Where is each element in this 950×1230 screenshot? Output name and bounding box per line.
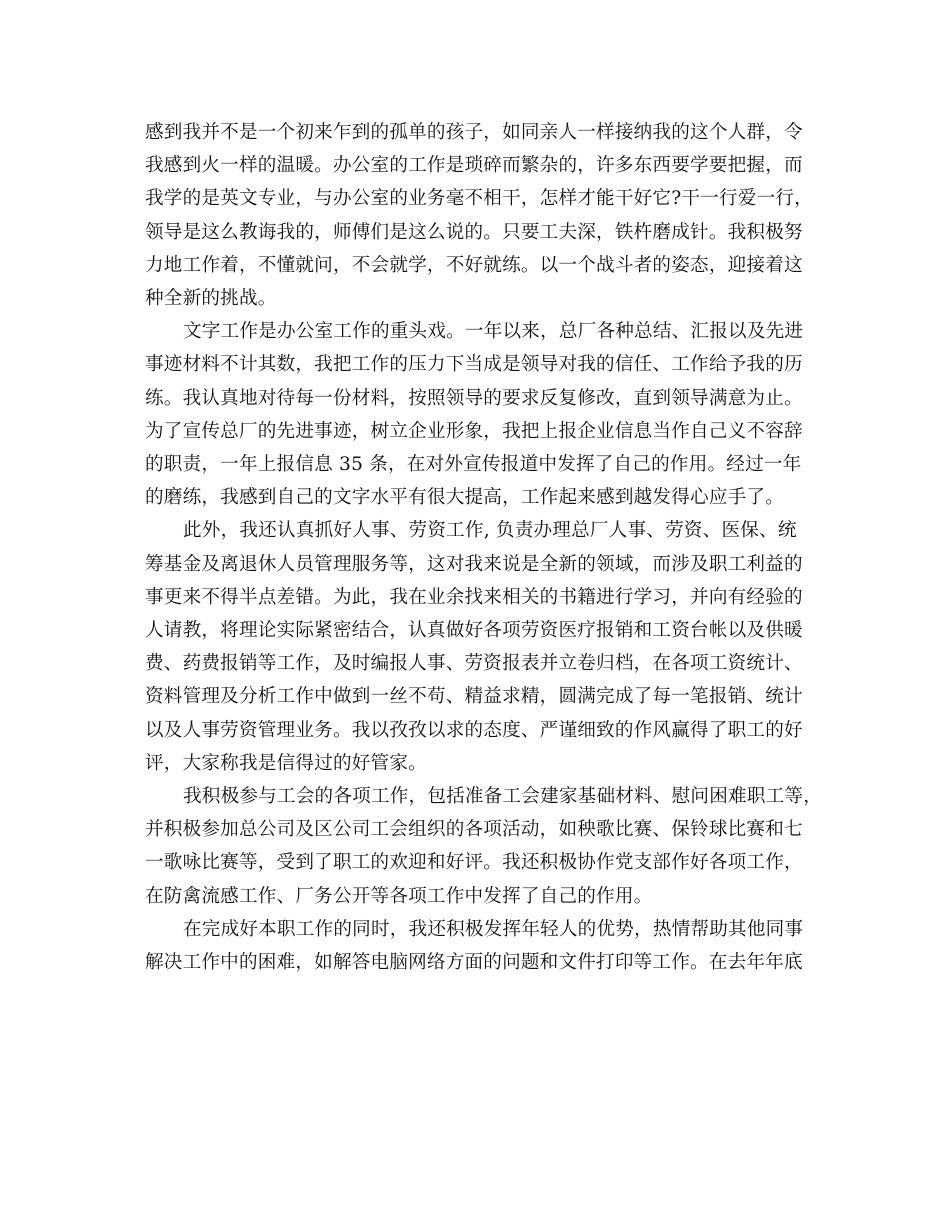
- text-line: 筹基金及离退休人员管理服务等，这对我来说是全新的领域，而涉及职工利益的: [145, 553, 803, 575]
- text-line: 我积极参与工会的各项工作，包括准备工会建家基础材料、慰问困难职工等，: [183, 786, 822, 808]
- text-line: 为了宣传总厂的先进事迹，树立企业形象，我把上报企业信息当作自己义不容辞: [145, 420, 803, 442]
- text-line: 并积极参加总公司及区公司工会组织的各项活动，如秧歌比赛、保铃球比赛和七: [145, 819, 803, 841]
- text-line: 事迹材料不计其数，我把工作的压力下当成是领导对我的信任、工作给予我的历: [145, 354, 803, 376]
- paragraph-1: [145, 116, 813, 315]
- text-line: 文字工作是办公室工作的重头戏。一年以来，总厂各种总结、汇报以及先进: [183, 321, 804, 343]
- document-body: [145, 116, 822, 979]
- paragraph-2: [145, 315, 805, 514]
- text-line: 此外，我还认真抓好人事、劳资工作, 负责办理总厂人事、劳资、医保、统: [183, 520, 797, 542]
- text-line: 事更来不得半点差错。为此，我在业余找来相关的书籍进行学习，并向有经验的: [145, 586, 803, 608]
- paragraph-4: [145, 780, 822, 913]
- text-line: 在完成好本职工作的同时，我还积极发挥年轻人的优势，热情帮助其他同事: [183, 918, 804, 940]
- text-line: 以及人事劳资管理业务。我以孜孜以求的态度、严谨细致的作风赢得了职工的好: [145, 719, 803, 741]
- text-line: 我感到火一样的温暖。办公室的工作是琐碎而繁杂的，许多东西要学要把握，而: [145, 155, 803, 177]
- paragraph-5: [145, 913, 805, 979]
- text-line: 感到我并不是一个初来乍到的孤单的孩子，如同亲人一样接纳我的这个人群，令: [145, 122, 803, 143]
- text-line: 人请教，将理论实际紧密结合，认真做好各项劳资医疗报销和工资台帐以及供暖: [145, 620, 803, 642]
- text-line: 费、药费报销等工作，及时编报人事、劳资报表并立卷归档，在各项工资统计、: [145, 653, 803, 675]
- text-line: 种全新的挑战。: [145, 288, 277, 310]
- text-line: 资料管理及分析工作中做到一丝不苟、精益求精，圆满完成了每一笔报销、统计: [145, 686, 803, 708]
- text-line: 的磨练，我感到自己的文字水平有很大提高，工作起来感到越发得心应手了。: [145, 487, 784, 509]
- text-line: 我学的是英文专业，与办公室的业务毫不相干，怎样才能干好它?干一行爱一行，: [145, 188, 813, 210]
- text-line: 在防禽流感工作、厂务公开等各项工作中发挥了自己的作用。: [145, 885, 653, 907]
- text-line: 领导是这么教诲我的，师傅们是这么说的。只要工夫深，铁杵磨成针。我积极努: [145, 221, 803, 243]
- text-line: 一歌咏比赛等，受到了职工的欢迎和好评。我还积极协作党支部作好各项工作，: [145, 852, 803, 874]
- text-line: 练。我认真地对待每一份材料，按照领导的要求反复修改，直到领导满意为止。: [145, 387, 803, 409]
- text-line: 的职责，一年上报信息 35 条，在对外宣传报道中发挥了自己的作用。经过一年: [145, 454, 802, 476]
- paragraph-3: [145, 514, 805, 780]
- text-line: 力地工作着，不懂就问，不会就学，不好就练。以一个战斗者的姿态，迎接着这: [145, 254, 803, 276]
- text-line: 解决工作中的困难，如解答电脑网络方面的问题和文件打印等工作。在去年年底: [145, 952, 803, 974]
- text-line: 评，大家称我是信得过的好管家。: [145, 752, 427, 774]
